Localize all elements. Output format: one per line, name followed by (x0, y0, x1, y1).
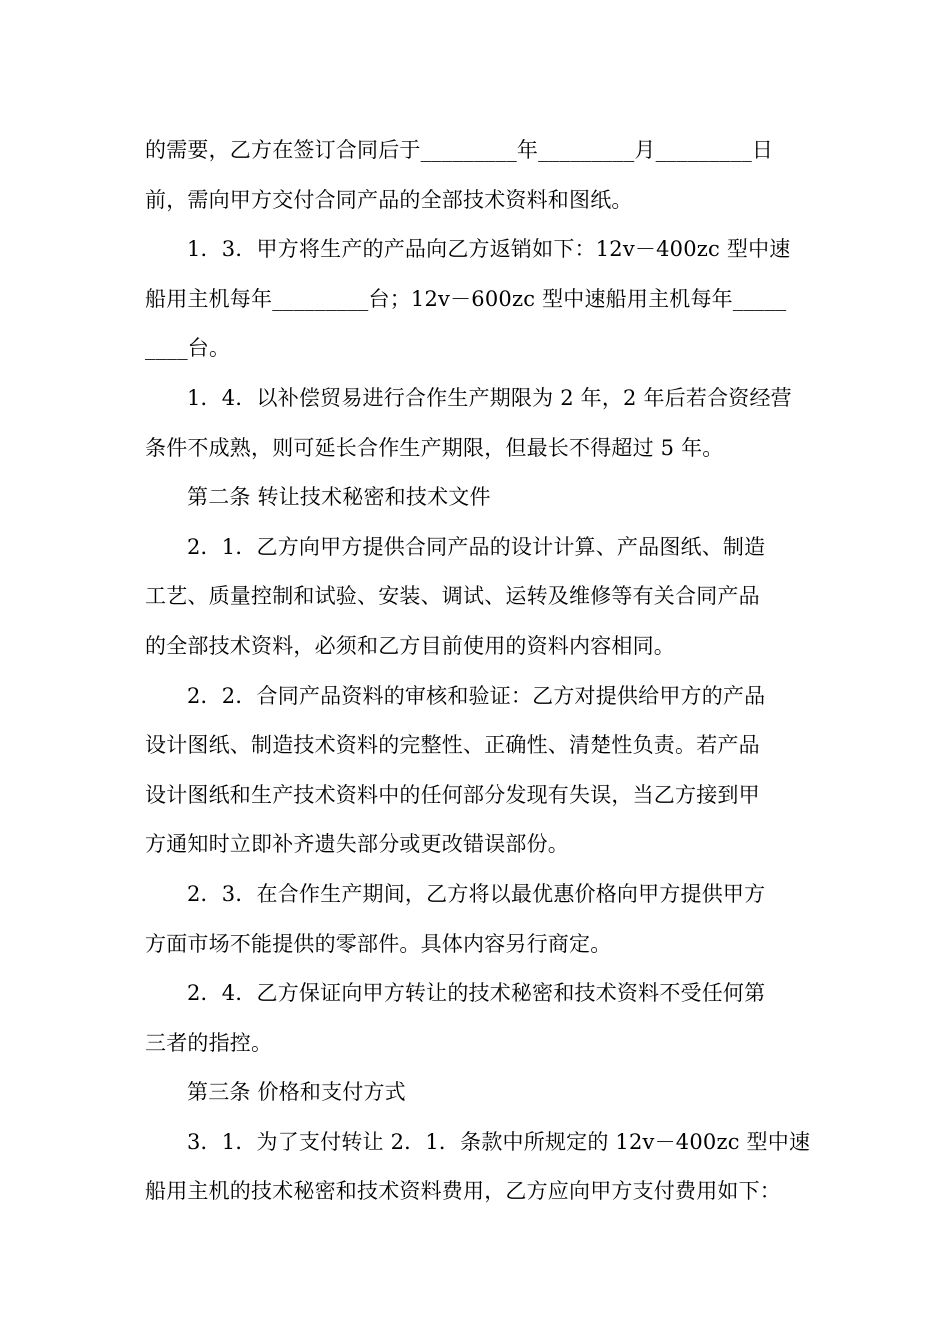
text-line: 3．1．为了支付转让 2．1．条款中所规定的 12v－400zc 型中速 (187, 1129, 811, 1154)
text-line: 2．2．合同产品资料的审核和验证：乙方对提供给甲方的产品 (187, 683, 766, 708)
text-line: ____台。 (145, 336, 231, 361)
text-line: 的全部技术资料，必须和乙方目前使用的资料内容相同。 (145, 633, 675, 658)
text-line: 设计图纸和生产技术资料中的任何部分发现有失误，当乙方接到甲 (145, 782, 760, 807)
document-body (145, 126, 815, 1217)
text-line: 工艺、质量控制和试验、安装、调试、运转及维修等有关合同产品 (145, 584, 760, 609)
text-line: 1．3．甲方将生产的产品向乙方返销如下：12v－400zc 型中速 (187, 237, 791, 262)
text-line: 第二条 转让技术秘密和技术文件 (187, 485, 491, 510)
text-line: 船用主机每年_________台；12v－600zc 型中速船用主机每年_____ (145, 286, 787, 311)
text-line: 方面市场不能提供的零部件。具体内容另行商定。 (145, 931, 612, 956)
text-line: 第三条 价格和支付方式 (187, 1080, 406, 1105)
text-line: 2．4．乙方保证向甲方转让的技术秘密和技术资料不受任何第 (187, 981, 766, 1006)
text-line: 设计图纸、制造技术资料的完整性、正确性、清楚性负责。若产品 (145, 733, 760, 758)
text-line: 前，需向甲方交付合同产品的全部技术资料和图纸。 (145, 187, 633, 212)
text-line: 三者的指控。 (145, 1030, 273, 1055)
text-line: 2．1．乙方向甲方提供合同产品的设计计算、产品图纸、制造 (187, 534, 766, 559)
text-line: 2．3．在合作生产期间，乙方将以最优惠价格向甲方提供甲方 (187, 881, 766, 906)
text-line: 条件不成熟，则可延长合作生产期限，但最长不得超过 5 年。 (145, 435, 724, 460)
text-line: 的需要，乙方在签订合同后于_________年_________月_________日 (145, 138, 774, 162)
text-line: 1．4．以补偿贸易进行合作生产期限为 2 年，2 年后若合资经营 (187, 385, 792, 410)
text-line: 方通知时立即补齐遗失部分或更改错误部份。 (145, 832, 569, 857)
text-line: 船用主机的技术秘密和技术资料费用，乙方应向甲方支付费用如下： (145, 1179, 781, 1204)
